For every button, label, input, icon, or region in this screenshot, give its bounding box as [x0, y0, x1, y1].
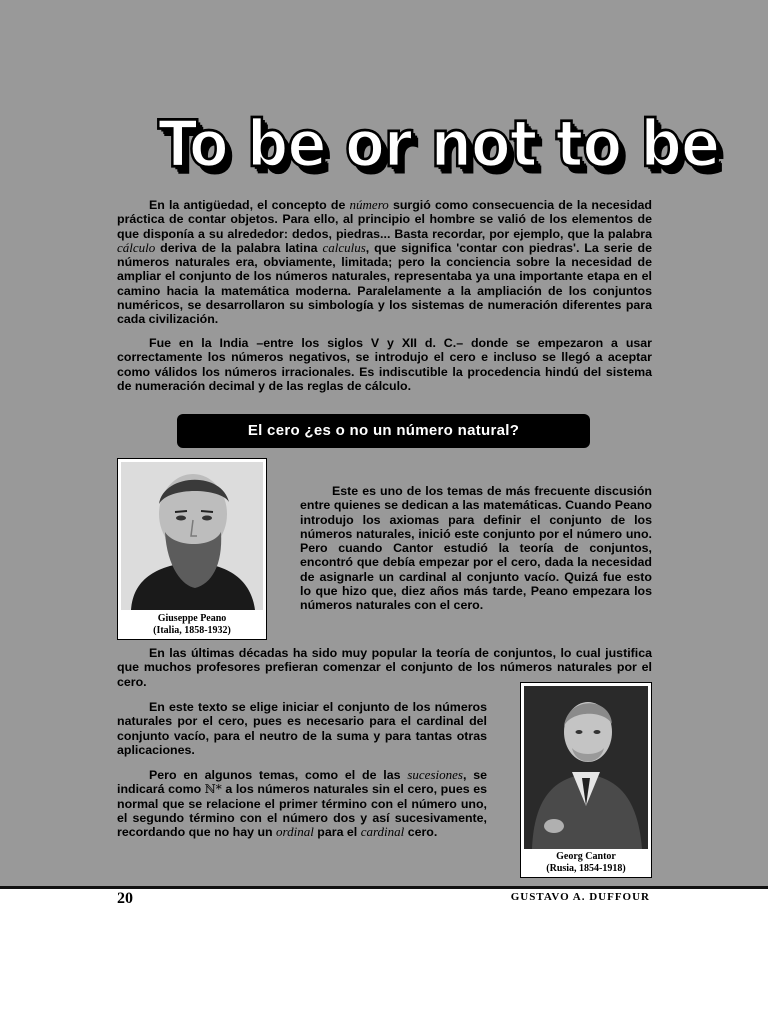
- intro-p1-text-a: En la antigüedad, el concepto de: [149, 198, 350, 212]
- peano-photo-image: [121, 462, 263, 610]
- page-title: To be or not to be: [158, 106, 720, 182]
- term-numero: número: [349, 197, 389, 212]
- peano-name: Giuseppe Peano: [157, 613, 227, 624]
- p6-text-a: Pero en algunos temas, como el de las: [149, 768, 408, 782]
- intro-p1-text-g: , que significa 'contar con piedras'. La serie de números naturales era, obviamente, limitada; pero la conciencia sobre la necesidad de ampliar el conjunto de los números naturales, representaba ya una importante etapa en el camino hacia la matemática moderna. Paralelamente a la ampliación de los conjuntos numéricos, se desarrollaron su simbología y los sistemas de numeración diferentes para cada civilización.: [117, 240, 652, 327]
- peano-photo: [121, 462, 263, 610]
- body-paragraph-1: Este es uno de los temas de más frecuente discusión entre quienes se dedican a las matemáticas. Cuando Peano introdujo los axiomas para definir el conjunto de los números naturales, inició este conjunto por el número uno. Pero cuando Cantor estudió la teoría de conjuntos, encontró que debía empezar por el cero, dada la necesidad de asignarle un cardinal al conjunto vacío. Quizá fue esto lo que hizo que, diez años más tarde, Peano empezara los números naturales con el cero.: [300, 484, 652, 613]
- footer-divider: [0, 886, 768, 889]
- p6-text-d: a los números naturales sin el cero, pues es normal que se relacione el primer término con el número uno, el segundo término con el número dos y así sucesivamente, recordando que no hay un: [117, 782, 487, 840]
- cantor-dates: (Rusia, 1854-1918): [546, 863, 626, 874]
- intro-paragraph-2: Fue en la India –entre los siglos V y XII d. C.– donde se empezaron a usar correctamente los números negativos, se introdujo el cero e incluso se llegó a aceptar como válidos los números irracionales. Es indiscutible la procedencia hindú del sistema de numeración decimal y de las reglas de cálculo.: [117, 336, 652, 393]
- cantor-portrait: [520, 682, 652, 878]
- cantor-photo: [524, 686, 648, 849]
- term-cardinal: cardinal: [360, 824, 405, 840]
- p6-text-f: para el: [313, 825, 361, 840]
- intro-p1-text-e: deriva de la palabra latina: [155, 240, 323, 255]
- body-paragraph-3: En este texto se elige iniciar el conjunto de los números naturales por el cero, pues es necesario para el cardinal del conjunto vacío, para el neutro de la suma y para tantas otras aplicaciones.: [117, 700, 487, 757]
- page-number: 20: [117, 890, 133, 907]
- intro-p1-text-c: surgió como consecuencia de la necesidad práctica de contar objetos. Para ello, al principio el hombre se valió de los elementos de que disponía a su alrededor: dedos, piedras... Basta recordar, por ejemplo, que la palabra: [117, 198, 653, 241]
- term-calculus: calculus: [322, 239, 366, 255]
- term-ordinal: ordinal: [276, 824, 314, 840]
- intro-paragraph-1: [117, 198, 652, 327]
- p6-text-h: cero.: [404, 825, 438, 840]
- peano-caption: [118, 613, 266, 637]
- term-calculo: cálculo: [117, 239, 156, 255]
- cantor-photo-image: [524, 686, 648, 849]
- p6-text-c: , se indicará como: [117, 768, 487, 797]
- author-name: GUSTAVO A. DUFFOUR: [510, 891, 650, 903]
- body-paragraph-2: En las últimas décadas ha sido muy popular la teoría de conjuntos, lo cual justifica que muchos profesores prefieran comenzar el conjunto de los números naturales por el cero.: [117, 646, 652, 689]
- cantor-name: Georg Cantor: [556, 851, 616, 862]
- peano-portrait: [117, 458, 267, 640]
- term-sucesiones: sucesiones: [407, 767, 463, 782]
- naturals-star-symbol: ℕ*: [204, 782, 222, 797]
- peano-dates: (Italia, 1858-1932): [153, 625, 231, 636]
- cantor-caption: [521, 851, 651, 875]
- body-paragraph-4: [117, 768, 487, 839]
- section-heading: El cero ¿es o no un número natural?: [177, 414, 590, 448]
